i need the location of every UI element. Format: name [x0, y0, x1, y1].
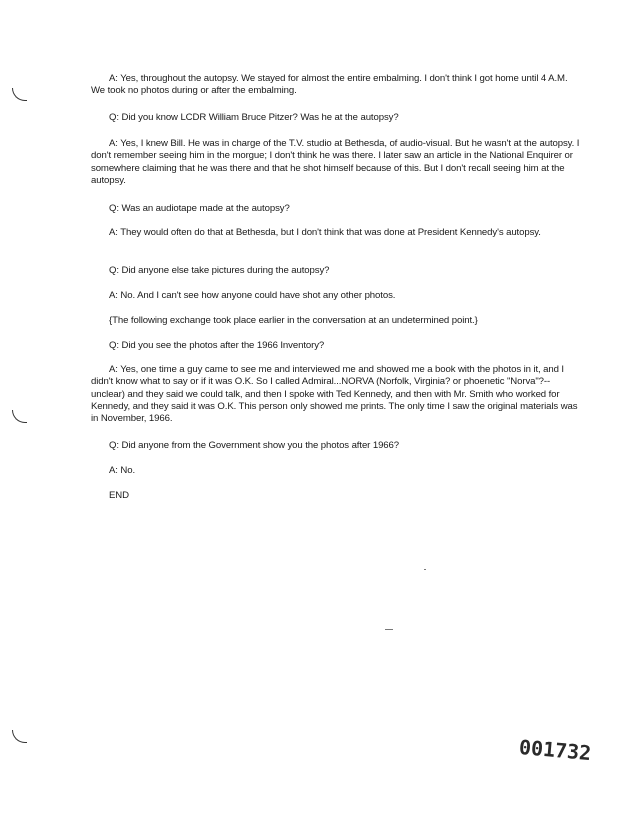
question-paragraph: Q: Did you see the photos after the 1966 Inventory?	[109, 340, 325, 351]
punch-hole-mark-middle	[12, 410, 27, 423]
question-paragraph: Q: Did anyone from the Government show you the photos after 1966?	[109, 440, 400, 451]
question-paragraph: Q: Did anyone else take pictures during the autopsy?	[109, 265, 330, 276]
end-marker: END	[109, 490, 129, 501]
answer-paragraph: A: Yes, I knew Bill. He was in charge of the T.V. studio at Bethesda, of audio-visual. But he wasn't at the autopsy. I don't remember seeing him in the morgue; I don't think he was there. I later saw an article in the National Enquirer or somewhere claiming that he was there and that he shot himself because of this. But I don't recall seeing him at the autopsy.	[91, 138, 580, 186]
document-number-stamp: 001732	[518, 734, 593, 766]
scan-speck	[385, 629, 393, 630]
answer-paragraph: A: No.	[109, 465, 136, 476]
answer-paragraph: A: Yes, one time a guy came to see me and interviewed me and showed me a book with the photos in it, and I didn't know what to say or if it was O.K. So I called Admiral...NORVA (Norfolk, Virginia? or phoenetic "Norva"?--unclear) and they said we could talk, and then I spoke with Ted Kennedy, and then with Mr. Smith who worked for Kennedy, and they said it was O.K. This person only showed me prints. The only time I saw the original materials was in November, 1966.	[91, 364, 578, 425]
scan-speck	[424, 569, 426, 570]
answer-paragraph: A: No. And I can't see how anyone could have shot any other photos.	[109, 290, 396, 301]
answer-paragraph: A: Yes, throughout the autopsy. We stayed for almost the entire embalming. I don't think I got home until 4 A.M. We took no photos during or after the embalming.	[91, 73, 568, 97]
punch-hole-mark-bottom	[12, 730, 27, 743]
punch-hole-mark-top	[12, 88, 27, 101]
question-paragraph: Q: Did you know LCDR William Bruce Pitzer? Was he at the autopsy?	[109, 112, 399, 123]
question-paragraph: Q: Was an audiotape made at the autopsy?	[109, 203, 290, 214]
editorial-note: {The following exchange took place earlier in the conversation at an undetermined point.}	[109, 315, 478, 326]
answer-paragraph: A: They would often do that at Bethesda, but I don't think that was done at President Kennedy's autopsy.	[109, 227, 541, 238]
